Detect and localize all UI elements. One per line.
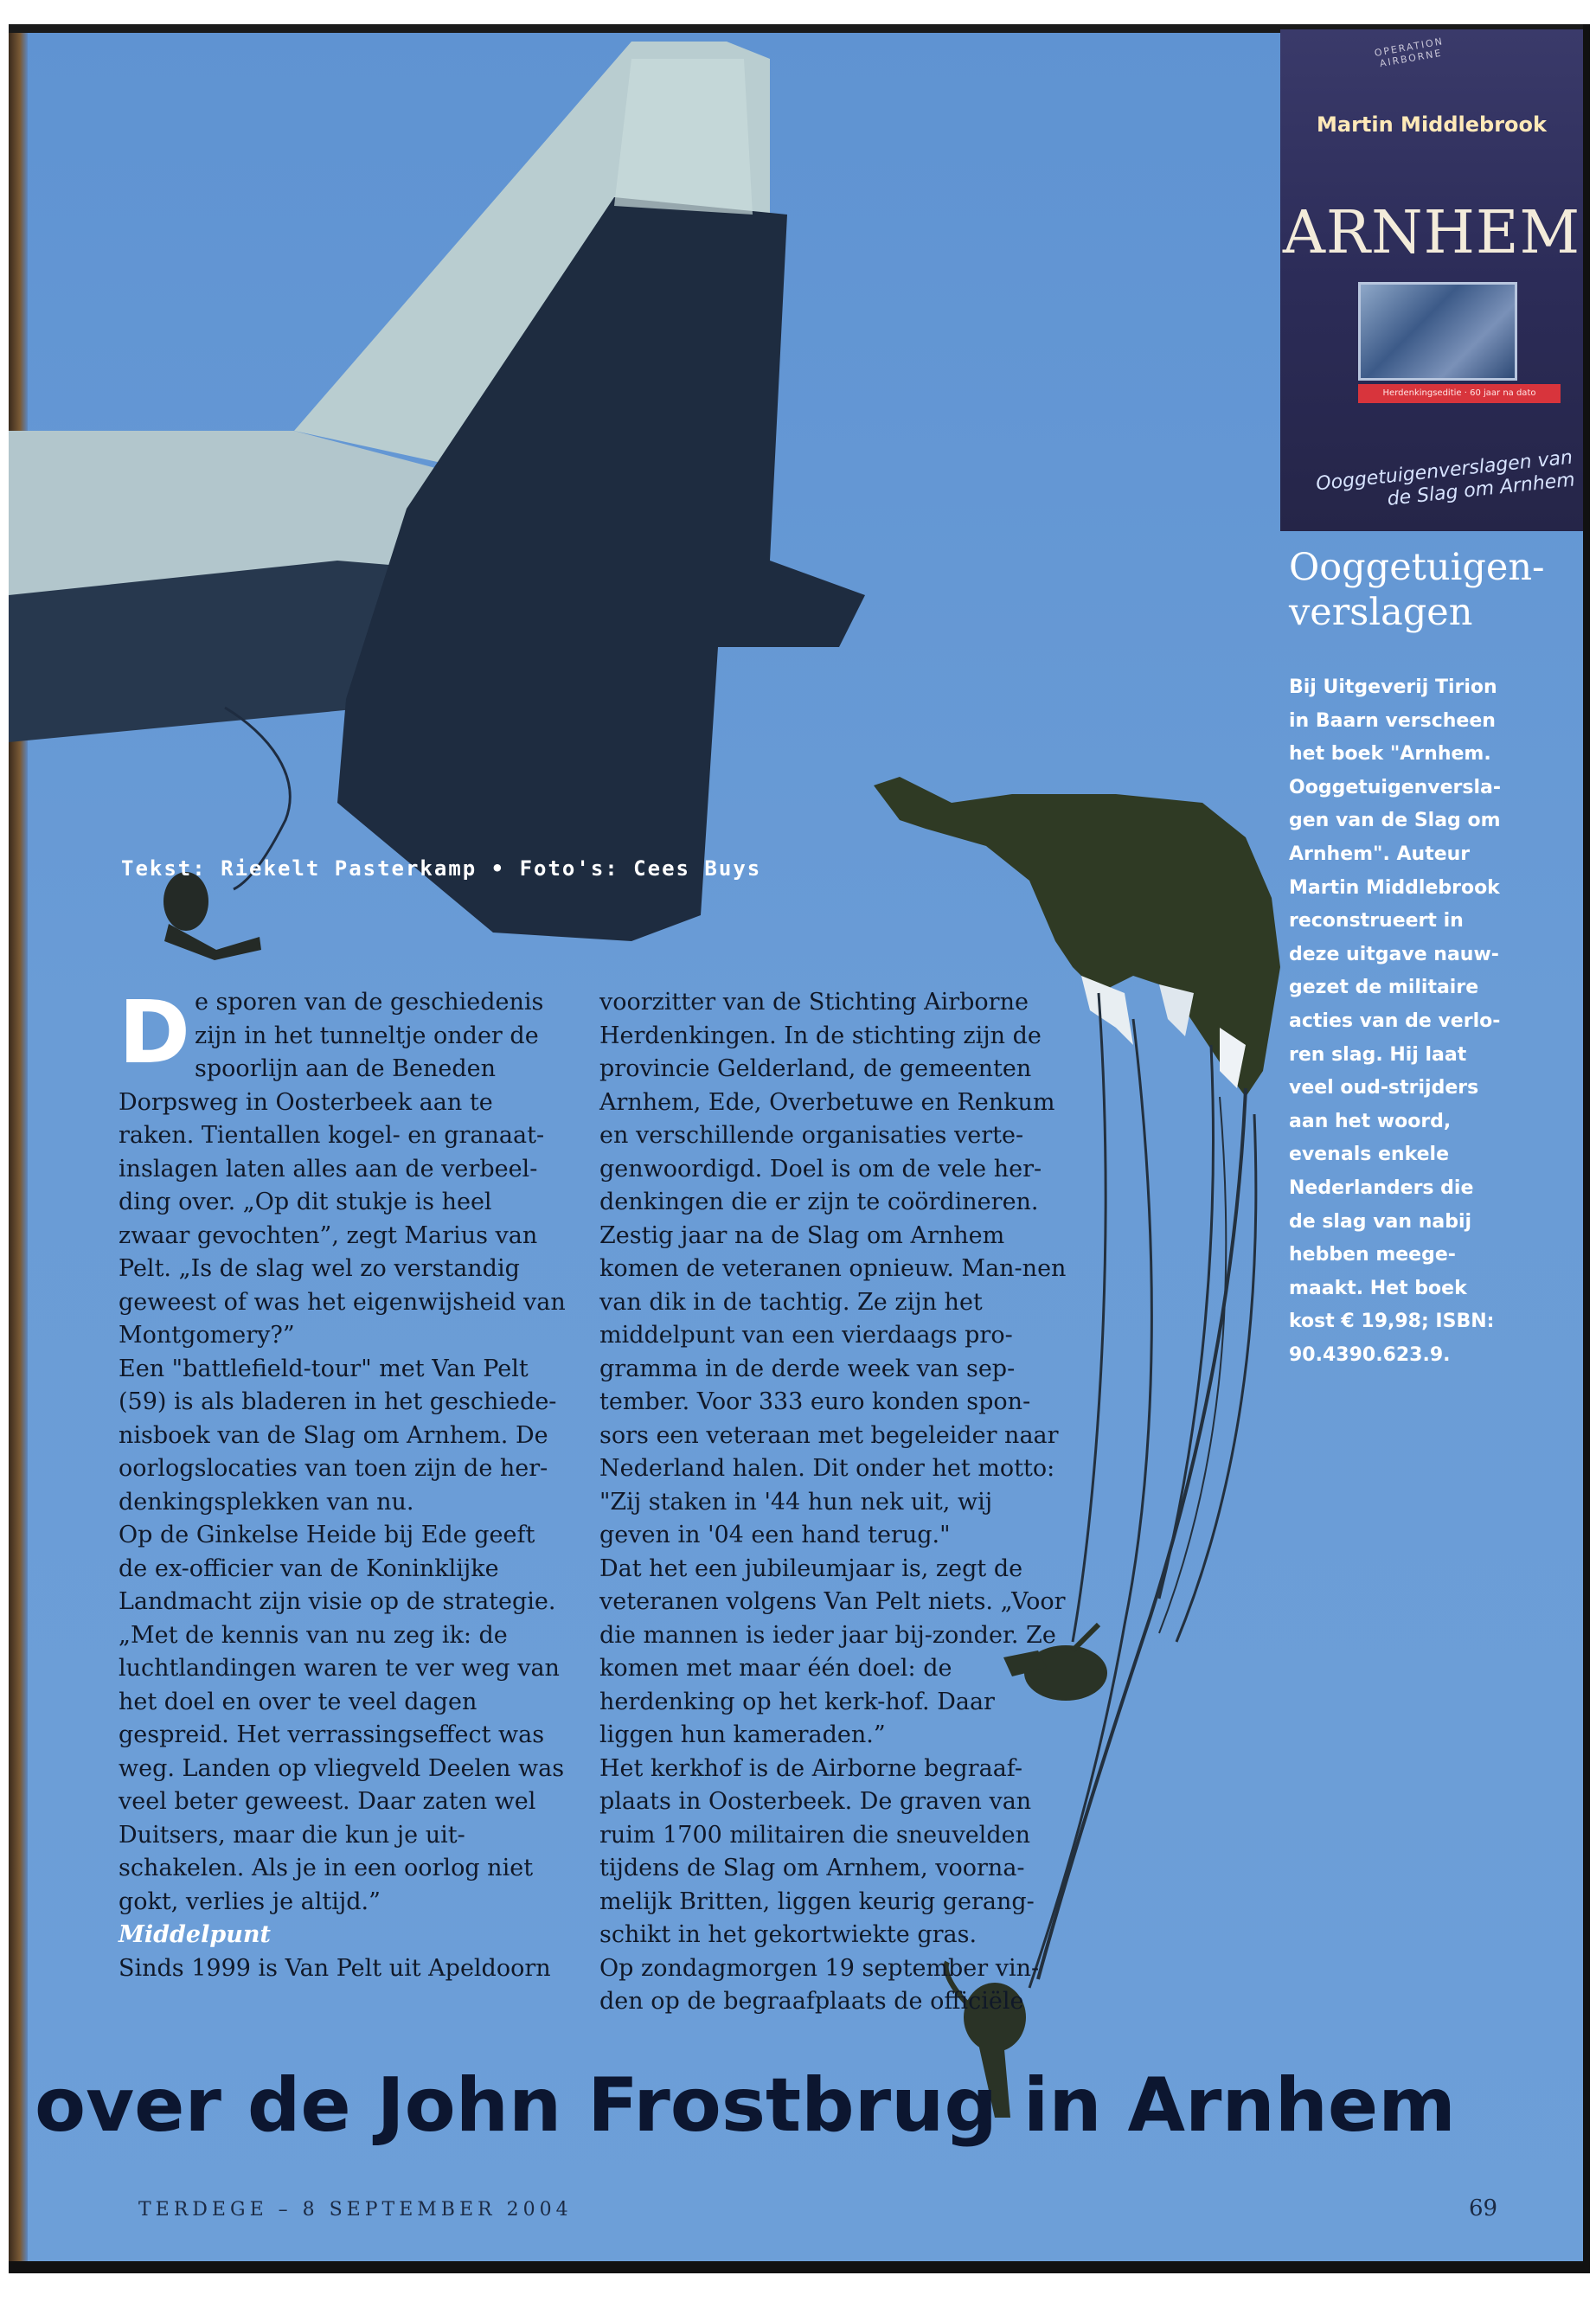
article-paragraph: Op de Ginkelse Heide bij Ede geeft de ex-officier van de Koninklijke Landmacht zijn visie op de strategie. „Met de kennis van nu zeg ik: de luchtlandingen waren te ver weg van het doel en over te veel dagen gespreid. Het verrassingseffect was weg. Landen op vliegveld Deelen was veel beter geweest. Daar zaten wel Duitsers, maar die kun je uit-schakelen. Als je in een oorlog niet gokt, verlies je altijd.” bbox=[119, 1522, 565, 1915]
book-author: Martin Middlebrook bbox=[1317, 112, 1547, 137]
book-title: ARNHEM bbox=[1282, 199, 1581, 267]
paratrooper-falling-left bbox=[163, 872, 261, 960]
page-folio: TERDEGE – 8 SEPTEMBER 2004 bbox=[138, 2199, 573, 2221]
article-paragraph: Dat het een jubileumjaar is, zegt de veteranen volgens Van Pelt niets. „Voor die mannen is ieder jaar bij-zonder. Ze komen met maar één doel: de herdenking op het kerk-hof. Daar liggen hun kameraden.” bbox=[599, 1554, 1066, 1748]
article-column-1 bbox=[119, 982, 568, 1985]
article-headline: over de John Frostbrug in Arnhem bbox=[35, 2062, 1456, 2149]
drop-cap: D bbox=[119, 982, 191, 1083]
article-paragraph: Op zondagmorgen 19 september vin-den op de begraafplaats de officiële bbox=[599, 1954, 1040, 2015]
article-column-2 bbox=[599, 986, 1067, 2019]
article-paragraph: e sporen van de geschiedenis zijn in het tunneltje onder de spoorlijn aan de Beneden Dorpsweg in Oosterbeek aan te raken. Tientallen kogel- en granaat-inslagen laten alles aan de verbeel-ding over. „Op dit stukje is heel zwaar gevochten”, zegt Marius van Pelt. „Is de slag wel zo verstandig geweest of was het eigenwijsheid van Montgomery?” bbox=[119, 989, 566, 1349]
article-paragraph: Sinds 1999 is Van Pelt uit Apeldoorn bbox=[119, 1954, 551, 1982]
article-paragraph: voorzitter van de Stichting Airborne Herdenkingen. In de stichting zijn de provincie Gelderland, de gemeenten Arnhem, Ede, Overbetuwe en Renkum en verschillende organisaties verte-genwoordigd. Doel is om de vele her-denkingen die er zijn te coördineren. Zestig jaar na de Slag om Arnhem komen de veteranen opnieuw. Man-nen van dik in de tachtig. Ze zijn het middelpunt van een vierdaags pro-gramma in de derde week van sep-tember. Voor 333 euro konden spon-sors een veteraan met begeleider naar Nederland halen. Dit onder het motto: "Zij staken in '44 hun nek uit, wij geven in '04 een hand terug." bbox=[599, 989, 1067, 1548]
article-subhead: Middelpunt bbox=[119, 1921, 271, 1948]
page-number: 69 bbox=[1469, 2195, 1498, 2221]
article-paragraph: Een "battlefield-tour" met Van Pelt (59) is als bladeren in het geschiede-nisboek van de Slag om Arnhem. De oorlogslocaties van toen zijn de her-denkingsplekken van nu. bbox=[119, 1355, 557, 1516]
book-cover-image bbox=[1280, 29, 1583, 531]
magazine-page bbox=[9, 24, 1590, 2273]
aircraft-tail-highlight bbox=[614, 59, 753, 215]
book-subtitle: Ooggetuigenverslagen van de Slag om Arnhem bbox=[1315, 446, 1576, 510]
sidebar-heading: Ooggetuigen-verslagen bbox=[1289, 546, 1545, 634]
book-series-label: OPERATION AIRBORNE bbox=[1373, 35, 1445, 70]
page-bottom-edge bbox=[9, 2261, 1590, 2273]
sidebar-body: Bij Uitgeverij Tirion in Baarn verscheen het boek "Arnhem. Ooggetuigenversla-gen van de Slag om Arnhem". Auteur Martin Middlebrook reconstrueert in deze uitgave nauw-gezet de militaire acties van de verlo-ren slag. Hij laat veel oud-strijders aan het woord, evenals enkele Nederlanders die de slag van nabij hebben meege-maakt. Het boek kost € 19,98; ISBN: 90.4390.623.9. bbox=[1289, 676, 1502, 1366]
article-paragraph: Het kerkhof is de Airborne begraaf-plaats in Oosterbeek. De graven van ruim 1700 militairen die sneuvelden tijdens de Slag om Arnhem, voorna-melijk Britten, liggen keurig gerang-schikt in het gekortwiekte gras. bbox=[599, 1754, 1035, 1948]
book-cover-photo bbox=[1358, 282, 1517, 381]
photo-credit: Tekst: Riekelt Pasterkamp • Foto's: Cees Buys bbox=[121, 856, 762, 881]
book-red-band: Herdenkingseditie · 60 jaar na dato bbox=[1358, 384, 1561, 403]
